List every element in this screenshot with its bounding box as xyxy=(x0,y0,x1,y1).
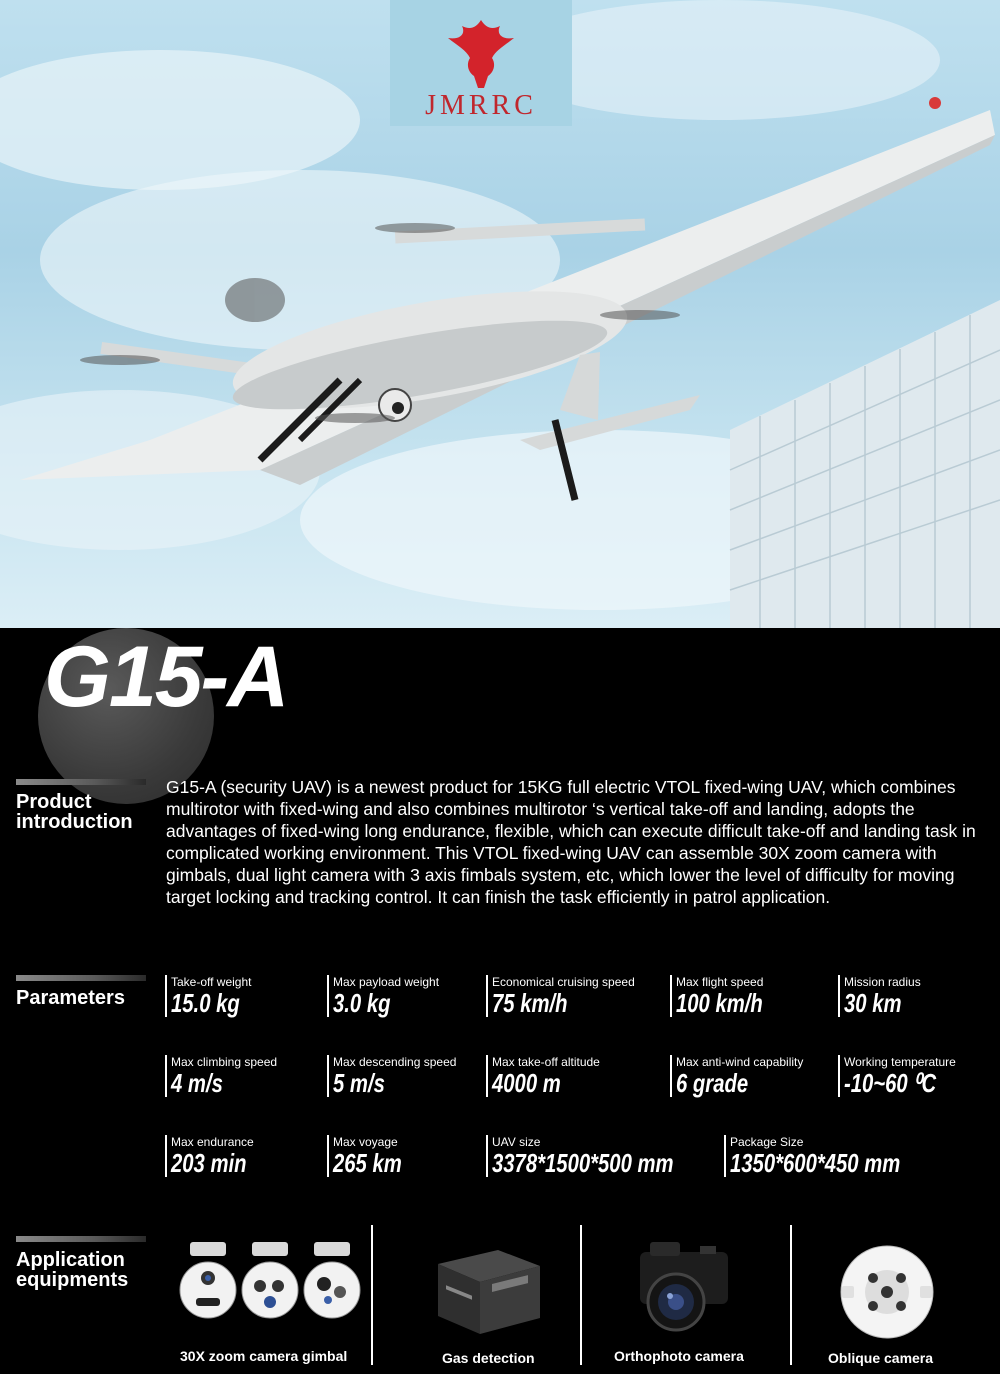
logo-text: JMRRC xyxy=(425,90,537,121)
param-value: 5 m/s xyxy=(333,1068,385,1098)
app-caption-gimbal: 30X zoom camera gimbal xyxy=(180,1348,348,1364)
param-uav-size xyxy=(486,1135,725,1177)
param-value: 4 m/s xyxy=(171,1068,223,1098)
param-label: UAV size xyxy=(492,1135,541,1149)
param-mission-radius xyxy=(838,975,921,1017)
param-package-size xyxy=(724,1135,948,1177)
intro-text: G15-A (security UAV) is a newest product for 15KG full electric VTOL fixed-wing UAV, which combines multirotor with fixed-wing and also combines multirotor ‘s vertical take-off and landing, adopts the advantages of fixed-wing long endurance, flexible, which can execute difficult take-off and landing task in complicated working environment. This VTOL fixed-wing UAV can assemble 30X zoom camera with gimbals, dual light camera with 3 axis fimbals system, etc, which lower the level of difficulty for moving target locking and tracking control. It can finish the task efficiently in patrol application. xyxy=(166,777,976,907)
param-takeoff-altitude xyxy=(486,1055,600,1097)
oblique-camera-image xyxy=(832,1242,942,1342)
param-working-temperature xyxy=(838,1055,962,1097)
param-label: Max voyage xyxy=(333,1135,398,1149)
param-value: 3.0 kg xyxy=(333,988,391,1018)
app-caption-gas: Gas detection xyxy=(442,1350,535,1366)
param-max-payload xyxy=(327,975,439,1017)
param-label: Take-off weight xyxy=(171,975,252,989)
app-caption-orthophoto: Orthophoto camera xyxy=(614,1348,744,1364)
zoom-camera-gimbal-image xyxy=(178,1240,363,1330)
param-label: Max payload weight xyxy=(333,975,440,989)
intro-label xyxy=(16,792,133,832)
parameters-label: Parameters xyxy=(16,987,125,1009)
param-value: 6 grade xyxy=(676,1068,749,1098)
param-cruising-speed xyxy=(486,975,635,1017)
orthophoto-camera-image xyxy=(630,1234,740,1334)
app-separator xyxy=(790,1225,792,1365)
hero-image xyxy=(0,0,1000,628)
param-value: 3378*1500*500 mm xyxy=(492,1148,674,1178)
intro-label-bar xyxy=(16,779,146,785)
param-max-flight-speed xyxy=(670,975,787,1017)
app-caption-oblique: Oblique camera xyxy=(828,1350,934,1366)
param-value: 1350*600*450 mm xyxy=(730,1148,901,1178)
phoenix-icon xyxy=(440,12,522,92)
param-value: 265 km xyxy=(333,1148,402,1178)
param-takeoff-weight xyxy=(165,975,259,1017)
gas-detection-image xyxy=(428,1244,548,1336)
applications-label xyxy=(16,1250,128,1290)
param-label: Max descending speed xyxy=(333,1055,457,1069)
param-value: 15.0 kg xyxy=(171,988,240,1018)
param-climbing-speed xyxy=(165,1055,277,1097)
applications-label-bar xyxy=(16,1236,146,1242)
parameters-label-bar xyxy=(16,975,146,981)
param-label: Economical cruising speed xyxy=(492,975,635,989)
intro-label-line2: introduction xyxy=(16,811,133,833)
param-value: 100 km/h xyxy=(676,988,763,1018)
param-value: 203 min xyxy=(171,1148,247,1178)
param-value: 4000 m xyxy=(492,1068,561,1098)
app-separator xyxy=(371,1225,373,1365)
param-descending-speed xyxy=(327,1055,456,1097)
param-max-voyage xyxy=(327,1135,421,1177)
brand-logo xyxy=(390,0,572,126)
param-label: Max anti-wind capability xyxy=(676,1055,804,1069)
param-anti-wind xyxy=(670,1055,803,1097)
model-title: G15-A xyxy=(44,629,288,725)
param-max-endurance xyxy=(165,1135,268,1177)
param-value: -10~60 ⁰C xyxy=(844,1068,937,1098)
intro-label-line1: Product xyxy=(16,791,92,813)
applications-label-line1: Application xyxy=(16,1249,125,1271)
param-label: Working temperature xyxy=(844,1055,956,1069)
applications-label-line2: equipments xyxy=(16,1269,129,1291)
param-label: Package Size xyxy=(730,1135,804,1149)
param-value: 75 km/h xyxy=(492,988,568,1018)
param-label: Max climbing speed xyxy=(171,1055,278,1069)
param-label: Max endurance xyxy=(171,1135,254,1149)
param-label: Mission radius xyxy=(844,975,921,989)
param-label: Max flight speed xyxy=(676,975,764,989)
param-label: Max take-off altitude xyxy=(492,1055,600,1069)
param-value: 30 km xyxy=(844,988,902,1018)
app-separator xyxy=(580,1225,582,1365)
